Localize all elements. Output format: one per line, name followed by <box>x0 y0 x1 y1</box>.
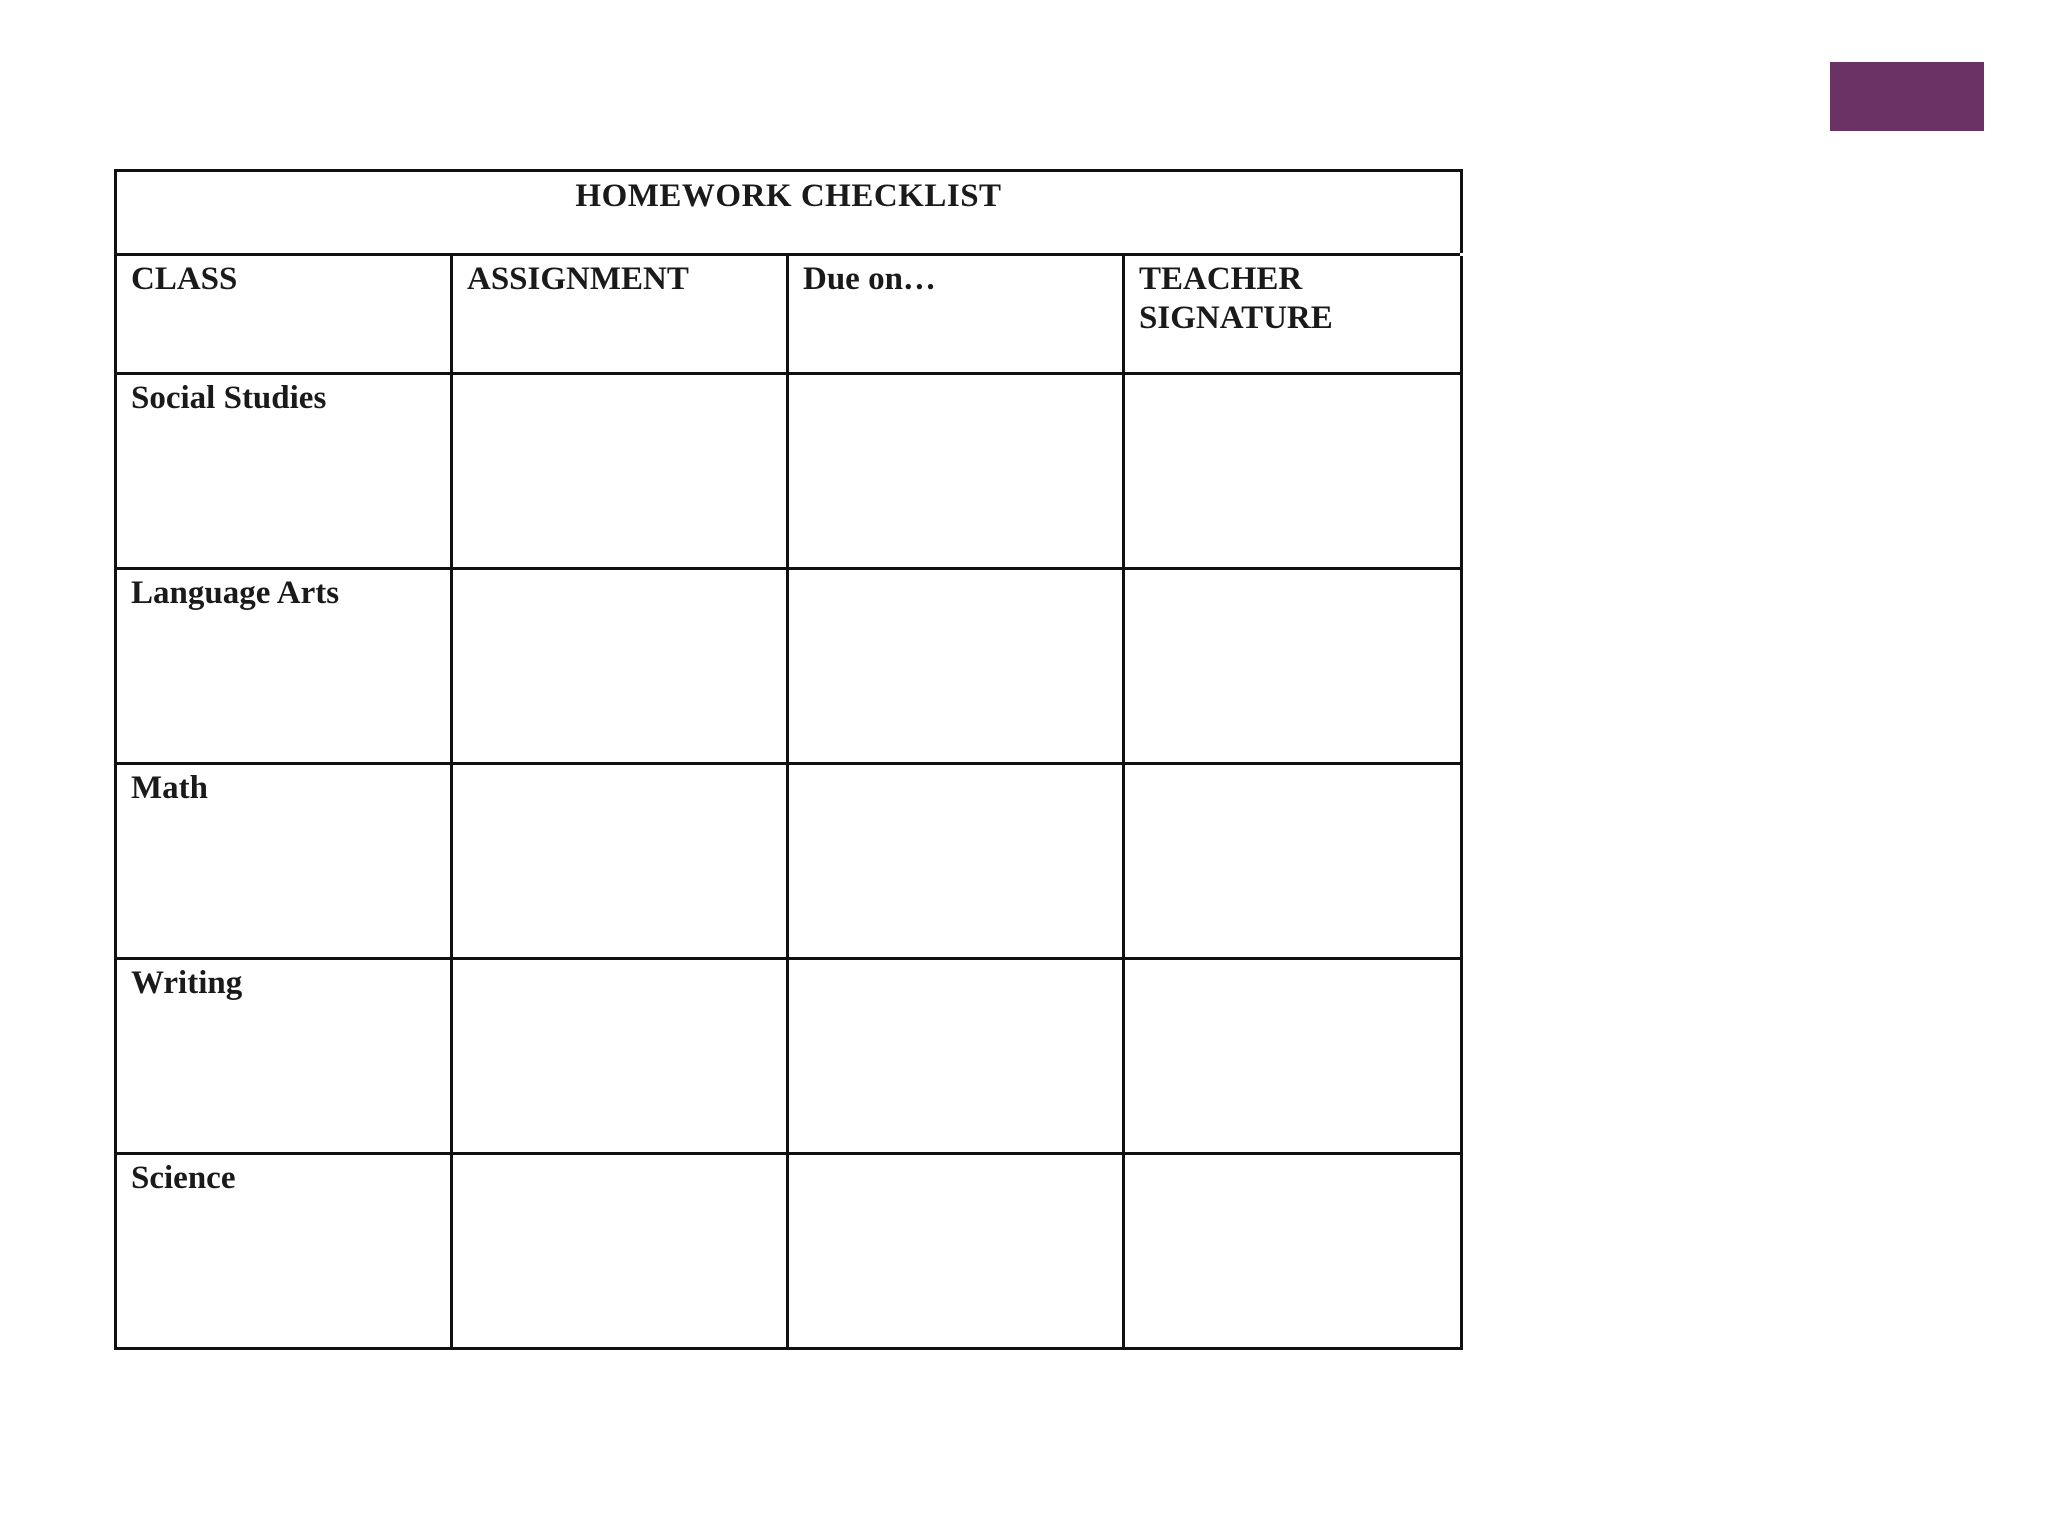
assignment-cell <box>453 375 789 570</box>
table-title-row <box>114 169 1463 253</box>
class-cell: Writing <box>117 960 453 1155</box>
class-cell: Science <box>117 1155 453 1350</box>
class-cell: Language Arts <box>117 570 453 765</box>
assignment-cell <box>453 960 789 1155</box>
signature-cell <box>1125 765 1463 960</box>
due-cell <box>789 375 1125 570</box>
due-cell <box>789 960 1125 1155</box>
column-header-assignment: ASSIGNMENT <box>453 256 789 375</box>
table-title: HOMEWORK CHECKLIST <box>575 178 1002 214</box>
signature-cell <box>1125 570 1463 765</box>
assignment-cell <box>453 1155 789 1350</box>
due-cell <box>789 765 1125 960</box>
checklist-grid <box>114 253 1460 1350</box>
class-cell: Social Studies <box>117 375 453 570</box>
column-header-due: Due on… <box>789 256 1125 375</box>
signature-cell <box>1125 375 1463 570</box>
column-header-class: CLASS <box>117 256 453 375</box>
signature-cell <box>1125 960 1463 1155</box>
assignment-cell <box>453 570 789 765</box>
column-header-teacher-signature: TEACHER SIGNATURE <box>1125 256 1463 375</box>
homework-checklist-table <box>114 169 1460 1350</box>
assignment-cell <box>453 765 789 960</box>
due-cell <box>789 570 1125 765</box>
accent-block <box>1830 62 1984 131</box>
due-cell <box>789 1155 1125 1350</box>
class-cell: Math <box>117 765 453 960</box>
signature-cell <box>1125 1155 1463 1350</box>
